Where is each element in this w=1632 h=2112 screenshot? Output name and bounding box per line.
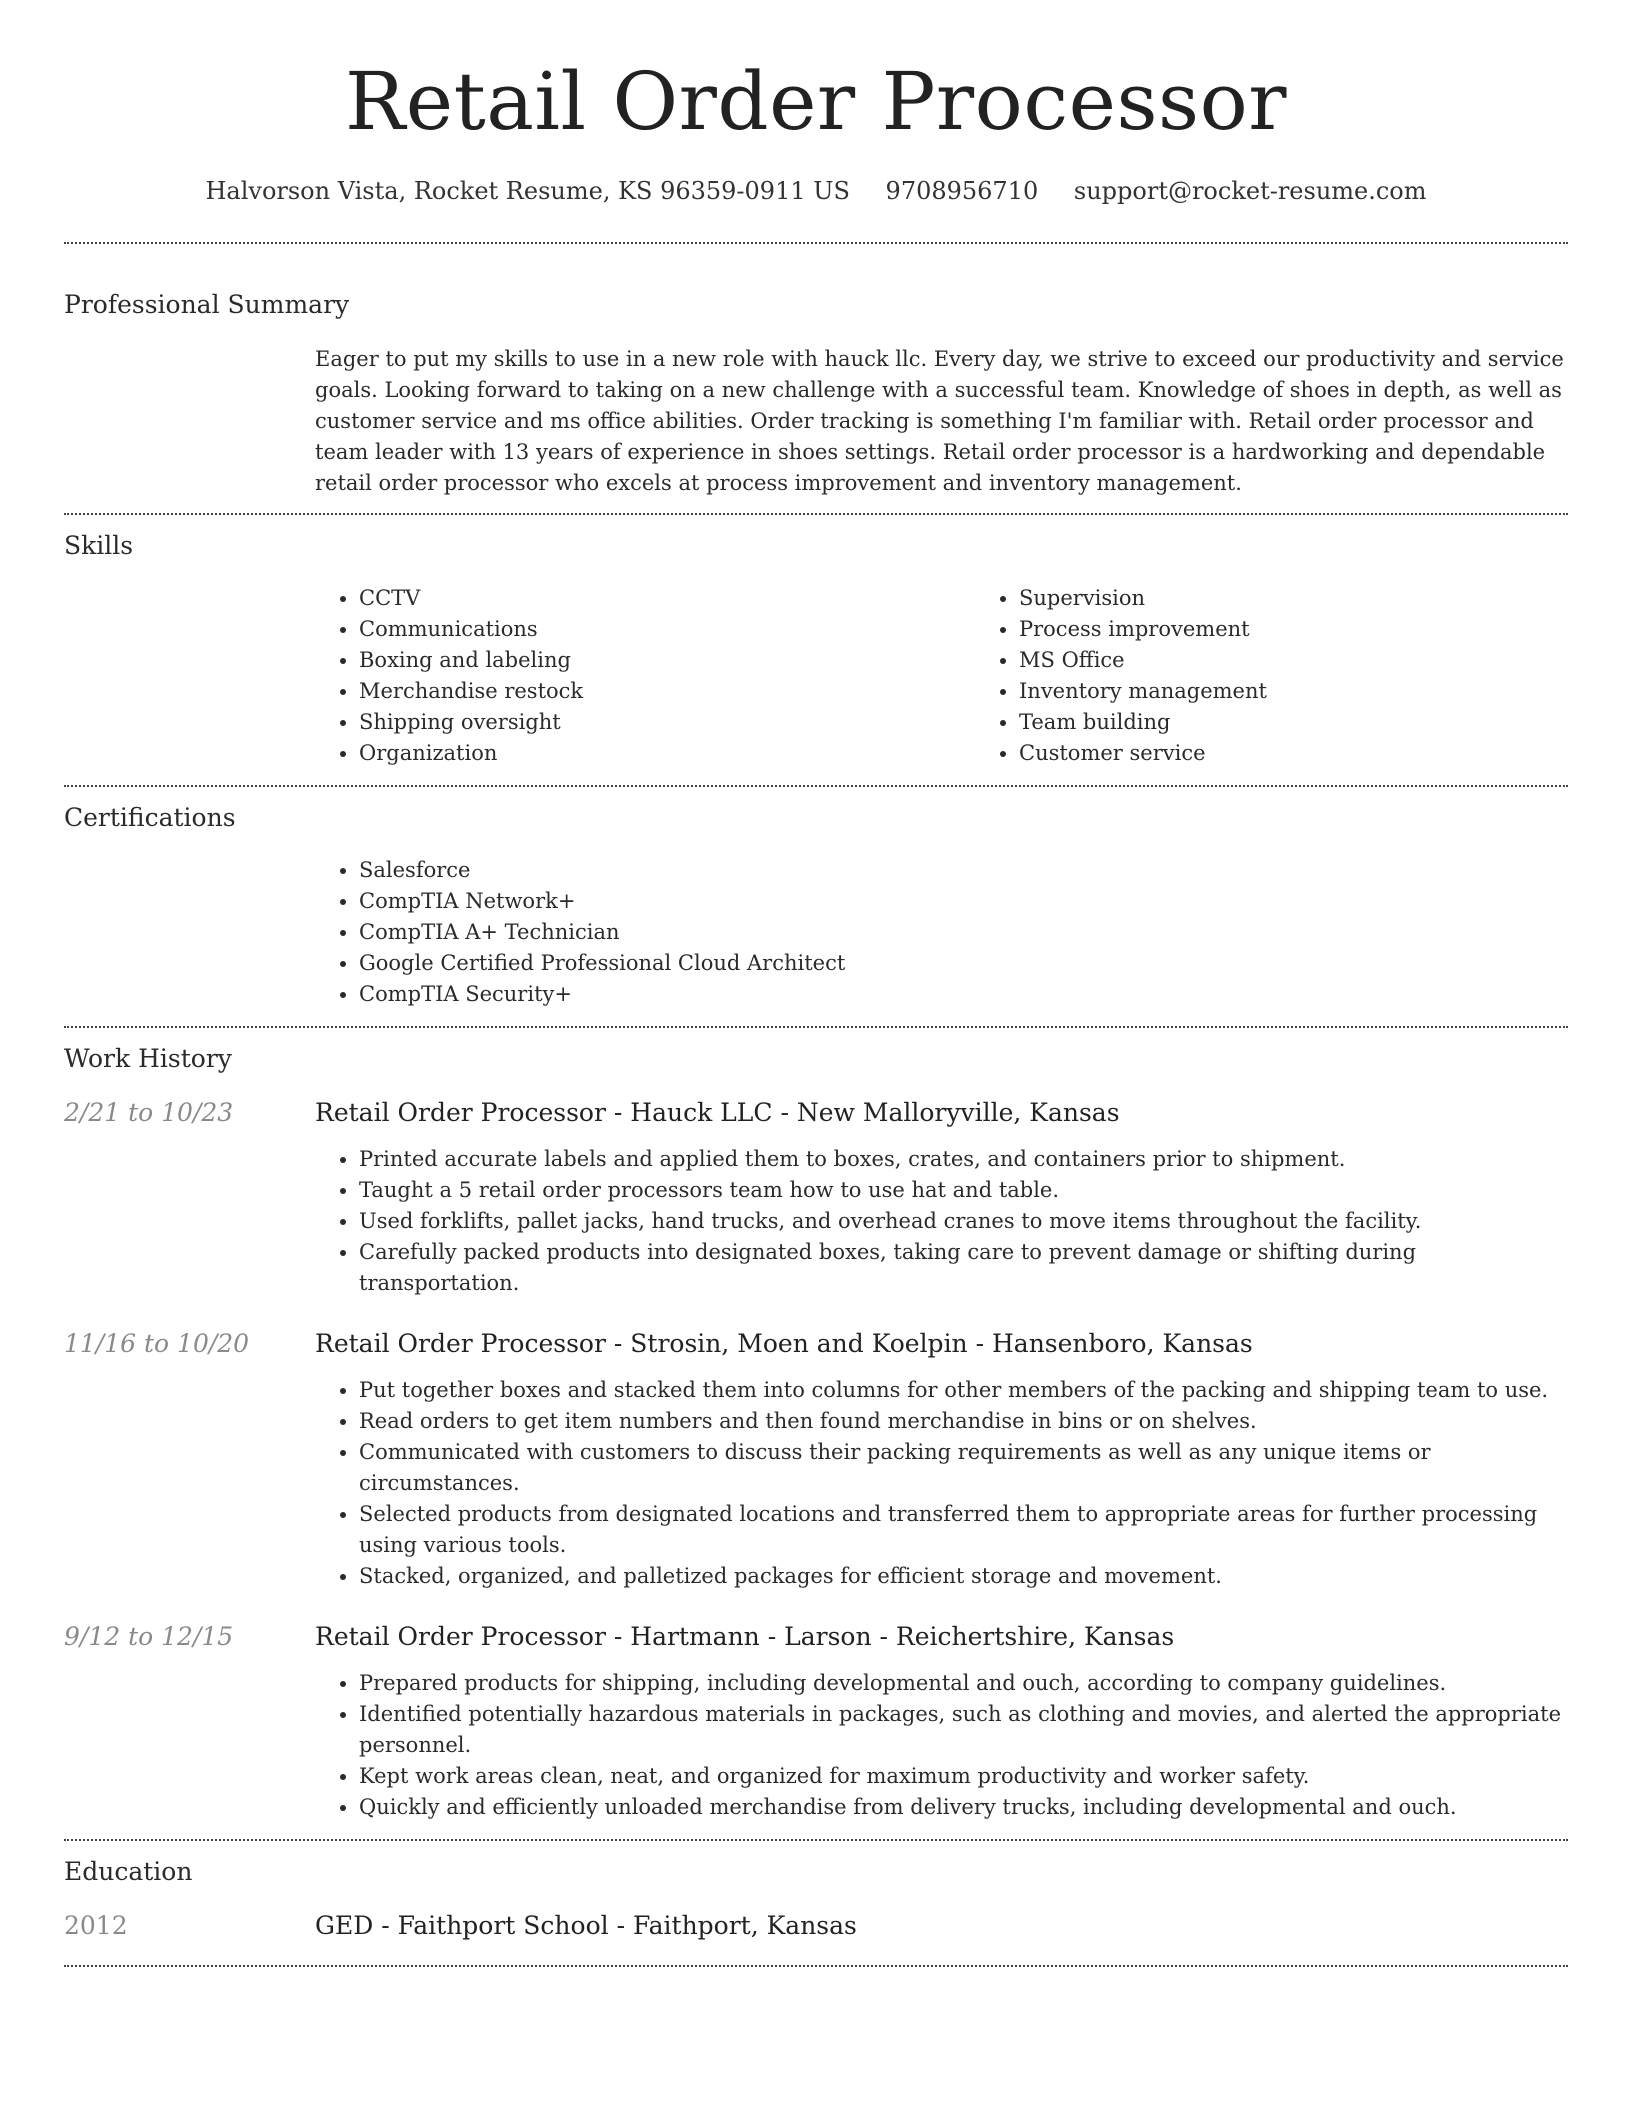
skills-heading: Skills bbox=[64, 531, 134, 560]
job-title: Retail Order Processor - Hartmann - Larson - Reichertshire, Kansas bbox=[315, 1622, 1175, 1651]
job-body bbox=[315, 1620, 1568, 1823]
contact-line bbox=[64, 174, 1568, 208]
job-bullet: • Read orders to get item numbers and then found merchandise in bins or on shelves. bbox=[359, 1406, 1568, 1437]
summary-section bbox=[64, 244, 1568, 513]
job-bullet: • Taught a 5 retail order processors team how to use hat and table. bbox=[359, 1175, 1568, 1206]
certification-item: • Google Certified Professional Cloud Architect bbox=[359, 948, 1568, 979]
skills-columns bbox=[315, 583, 1568, 785]
certification-item: • CompTIA Network+ bbox=[359, 886, 1568, 917]
certifications-content bbox=[315, 855, 1568, 1026]
work-history-heading: Work History bbox=[64, 1044, 232, 1073]
skill-item: • Customer service bbox=[1019, 738, 1632, 769]
job-bullet: • Identified potentially hazardous materials in packages, such as clothing and movies, and alerted the appropriate personnel. bbox=[359, 1699, 1568, 1761]
skill-item: • Communications bbox=[359, 614, 975, 645]
job-entry bbox=[64, 1096, 1568, 1299]
education-section bbox=[64, 1841, 1568, 1943]
job-bullet: • Put together boxes and stacked them into columns for other members of the packing and shipping team to use. bbox=[359, 1375, 1568, 1406]
education-body bbox=[315, 1909, 1568, 1943]
job-entry bbox=[64, 1327, 1568, 1592]
divider bbox=[64, 1965, 1568, 1967]
job-bullets bbox=[315, 1375, 1568, 1592]
job-bullet: • Kept work areas clean, neat, and organized for maximum productivity and worker safety. bbox=[359, 1761, 1568, 1792]
skill-item: • Supervision bbox=[1019, 583, 1632, 614]
job-bullets bbox=[315, 1144, 1568, 1299]
skill-item: • Organization bbox=[359, 738, 975, 769]
skill-item: • Merchandise restock bbox=[359, 676, 975, 707]
job-title: Retail Order Processor - Strosin, Moen and Koelpin - Hansenboro, Kansas bbox=[315, 1329, 1253, 1358]
job-entry bbox=[64, 1620, 1568, 1823]
certification-item: • Salesforce bbox=[359, 855, 1568, 886]
education-date: 2012 bbox=[64, 1911, 128, 1940]
job-bullet: • Selected products from designated locations and transferred them to appropriate areas for further processing using various tools. bbox=[359, 1499, 1568, 1561]
education-entry bbox=[64, 1909, 1568, 1943]
skill-item: • Process improvement bbox=[1019, 614, 1632, 645]
certifications-list bbox=[315, 855, 1568, 1010]
job-dates: 9/12 to 12/15 bbox=[64, 1622, 234, 1651]
skill-item: • Team building bbox=[1019, 707, 1632, 738]
certifications-heading: Certifications bbox=[64, 803, 236, 832]
skills-list-left bbox=[315, 583, 975, 769]
contact-address: Halvorson Vista, Rocket Resume, KS 96359-0911 US bbox=[205, 177, 850, 205]
contact-email: support@rocket-resume.com bbox=[1073, 177, 1427, 205]
summary-text: Eager to put my skills to use in a new role with hauck llc. Every day, we strive to exceed our productivity and service goals. Looking forward to taking on a new challenge with a successful team. Knowledge of shoes in depth, as well as customer service and ms office abilities. Order tracking is something I'm familiar with. Retail order processor and team leader with 13 years of experience in shoes settings. Retail order processor is a hardworking and dependable retail order processor who excels at process improvement and inventory management. bbox=[315, 347, 1564, 495]
job-bullet: • Carefully packed products into designated boxes, taking care to prevent damage or shifting during transportation. bbox=[359, 1237, 1568, 1299]
skill-item: • Boxing and labeling bbox=[359, 645, 975, 676]
certifications-section bbox=[64, 787, 1568, 1026]
job-bullet: • Prepared products for shipping, including developmental and ouch, according to company guidelines. bbox=[359, 1668, 1568, 1699]
skill-item: • MS Office bbox=[1019, 645, 1632, 676]
certification-item: • CompTIA Security+ bbox=[359, 979, 1568, 1010]
work-history-section bbox=[64, 1028, 1568, 1823]
summary-heading: Professional Summary bbox=[64, 290, 350, 319]
job-dates: 11/16 to 10/20 bbox=[64, 1329, 250, 1358]
skills-section bbox=[64, 515, 1568, 785]
skill-item: • Inventory management bbox=[1019, 676, 1632, 707]
job-dates: 2/21 to 10/23 bbox=[64, 1098, 234, 1127]
job-body bbox=[315, 1327, 1568, 1592]
job-title: Retail Order Processor - Hauck LLC - New Malloryville, Kansas bbox=[315, 1098, 1120, 1127]
certification-item: • CompTIA A+ Technician bbox=[359, 917, 1568, 948]
skill-item: • Shipping oversight bbox=[359, 707, 975, 738]
education-title: GED - Faithport School - Faithport, Kansas bbox=[315, 1911, 857, 1940]
job-body bbox=[315, 1096, 1568, 1299]
page-title: Retail Order Processor bbox=[345, 55, 1287, 148]
contact-phone: 9708956710 bbox=[885, 177, 1039, 205]
skills-list-right bbox=[975, 583, 1632, 769]
job-bullet: • Stacked, organized, and palletized packages for efficient storage and movement. bbox=[359, 1561, 1568, 1592]
job-bullet: • Communicated with customers to discuss their packing requirements as well as any unique items or circumstances. bbox=[359, 1437, 1568, 1499]
job-bullets bbox=[315, 1668, 1568, 1823]
job-bullet: • Quickly and efficiently unloaded merchandise from delivery trucks, including developmental and ouch. bbox=[359, 1792, 1568, 1823]
job-bullet: • Printed accurate labels and applied them to boxes, crates, and containers prior to shipment. bbox=[359, 1144, 1568, 1175]
education-heading: Education bbox=[64, 1857, 193, 1886]
job-bullet: • Used forklifts, pallet jacks, hand trucks, and overhead cranes to move items throughout the facility. bbox=[359, 1206, 1568, 1237]
skill-item: • CCTV bbox=[359, 583, 975, 614]
